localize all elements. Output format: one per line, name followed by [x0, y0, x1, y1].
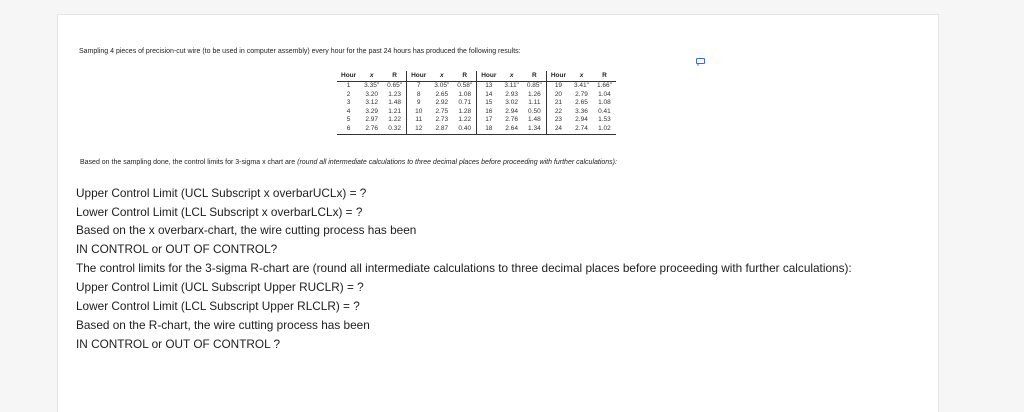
column-header: Hour: [546, 71, 570, 82]
question-r-chart-limits-intro: The control limits for the 3-sigma R-chart are (round all intermediate calculations to three decimal places before proceeding with further calculations):: [76, 261, 852, 275]
table-cell: 21: [546, 99, 570, 108]
table-cell: 3.41": [574, 82, 589, 89]
table-cell: 2.79: [575, 90, 588, 98]
table-cell: 6: [337, 125, 360, 134]
table-cell: 20: [546, 91, 570, 100]
table-cell: 16: [477, 108, 501, 117]
column-header: x: [500, 71, 522, 82]
table-cell: 3.11": [504, 82, 519, 89]
table-cell: 1.22: [458, 116, 472, 124]
table-cell: 1.28: [458, 107, 472, 115]
question-xbar-control-choice: IN CONTROL or OUT OF CONTROL?: [76, 242, 278, 256]
question-r-control-choice: IN CONTROL or OUT OF CONTROL ?: [76, 337, 281, 351]
table-cell: 1.02: [593, 125, 616, 134]
table-cell: 1.48: [528, 116, 541, 124]
table-cell: 0.65": [387, 82, 403, 89]
problem-intro: Sampling 4 pieces of precision-cut wire (to be used in computer assembly) every hour for the past 24 hours has produced the following results:: [79, 48, 521, 55]
table-cell: 18: [477, 125, 501, 134]
table-cell: 3.29: [365, 107, 378, 115]
table-cell: 0.71: [458, 99, 472, 107]
column-header: R: [523, 71, 546, 82]
question-card: [57, 14, 939, 412]
table-cell: 8: [407, 91, 431, 100]
column-header: R: [593, 71, 616, 82]
table-cell: 15: [477, 99, 501, 108]
table-cell: 3.12: [365, 99, 378, 107]
table-cell: 4: [346, 107, 351, 115]
table-cell: 12: [407, 125, 431, 134]
table-cell: 2.97: [365, 116, 378, 124]
table-cell: 1.26: [528, 90, 541, 98]
table-cell: 3: [346, 99, 351, 107]
column-header: x: [570, 71, 593, 82]
table-cell: 2.76: [505, 116, 518, 124]
question-xbar-chart-status: Based on the x overbarx-chart, the wire cutting process has been: [76, 223, 417, 237]
control-limits-note: [80, 159, 617, 166]
column-header: R: [453, 71, 476, 82]
table-cell: 1.04: [598, 90, 611, 98]
column-header: Hour: [337, 71, 360, 82]
question-lcl-r: Lower Control Limit (LCL Subscript Upper RLCLR) = ?: [76, 299, 360, 313]
table-cell: 1.22: [388, 116, 401, 124]
table-cell: 3.02: [505, 99, 518, 107]
table-row: [337, 99, 616, 108]
table-cell: 0.50: [528, 107, 541, 115]
table-cell: 1.23: [388, 90, 401, 98]
data-table: [337, 71, 616, 135]
table-cell: 1.34: [523, 125, 546, 134]
table-cell: 2.94: [575, 116, 588, 124]
flag-icon[interactable]: [696, 58, 706, 66]
table-cell: 22: [546, 108, 570, 117]
table-cell: 17: [477, 116, 501, 125]
table-header-row: [337, 71, 616, 82]
table-row: [337, 108, 616, 117]
table-cell: 0.40: [453, 125, 476, 134]
question-lcl-xbar: Lower Control Limit (LCL Subscript x overbarLCLx) = ?: [76, 205, 363, 219]
table-cell: 2.87: [430, 125, 453, 134]
table-row: [337, 116, 616, 125]
table-cell: 1.53: [598, 116, 611, 124]
table-cell: 3.20: [365, 90, 378, 98]
note-lead: Based on the sampling done, the control limits for 3-sigma x chart are: [80, 159, 296, 166]
table-cell: 24: [546, 125, 570, 134]
note-rounding-instruction: (round all intermediate calculations to three decimal places before proceeding with further calculations):: [297, 159, 617, 166]
table-cell: 2.75: [435, 107, 449, 115]
table-cell: 2.76: [360, 125, 383, 134]
table-cell: 1.21: [388, 107, 401, 115]
table-cell: 3.05": [434, 82, 450, 89]
column-header: x: [430, 71, 453, 82]
table-cell: 1.48: [388, 99, 401, 107]
table-cell: 23: [546, 116, 570, 125]
table-cell: 2.93: [505, 90, 518, 98]
column-header: Hour: [477, 71, 501, 82]
table-row: [337, 82, 616, 91]
table-cell: 2.92: [435, 99, 449, 107]
question-ucl-xbar: Upper Control Limit (UCL Subscript x overbarUCLx) = ?: [76, 186, 367, 200]
table-row: [337, 125, 616, 134]
table-cell: 2.65: [575, 99, 588, 107]
column-header: x: [360, 71, 383, 82]
table-cell: 7: [407, 82, 431, 91]
table-cell: 0.41: [598, 107, 611, 115]
table-cell: 1.08: [458, 90, 472, 98]
table-cell: 1.66": [596, 82, 612, 89]
table-cell: 2.94: [505, 107, 518, 115]
table-cell: 2.74: [570, 125, 593, 134]
table-cell: 0.58": [457, 82, 473, 89]
table-cell: 2.65: [435, 90, 449, 98]
table-cell: 11: [407, 116, 431, 125]
table-cell: 0.85": [526, 82, 542, 89]
table-cell: 2: [346, 90, 351, 98]
table-cell: 10: [407, 108, 431, 117]
table-cell: 14: [477, 91, 501, 100]
table-cell: 3.35": [364, 82, 380, 89]
column-header: R: [383, 71, 406, 82]
table-cell: 13: [477, 82, 501, 91]
table-cell: 9: [407, 99, 431, 108]
table-cell: 1.08: [598, 99, 611, 107]
table-cell: 5: [346, 116, 351, 124]
table-cell: 0.32: [383, 125, 406, 134]
table-cell: 2.73: [435, 116, 449, 124]
question-r-chart-status: Based on the R-chart, the wire cutting process has been: [76, 318, 370, 332]
table-cell: 3.36: [575, 107, 588, 115]
question-ucl-r: Upper Control Limit (UCL Subscript Upper RUCLR) = ?: [76, 280, 364, 294]
table-cell: 2.64: [500, 125, 522, 134]
table-cell: 1.11: [528, 99, 541, 107]
column-header: Hour: [407, 71, 431, 82]
table-cell: 1: [346, 82, 351, 89]
table-cell: 19: [546, 82, 570, 91]
table-row: [337, 91, 616, 100]
